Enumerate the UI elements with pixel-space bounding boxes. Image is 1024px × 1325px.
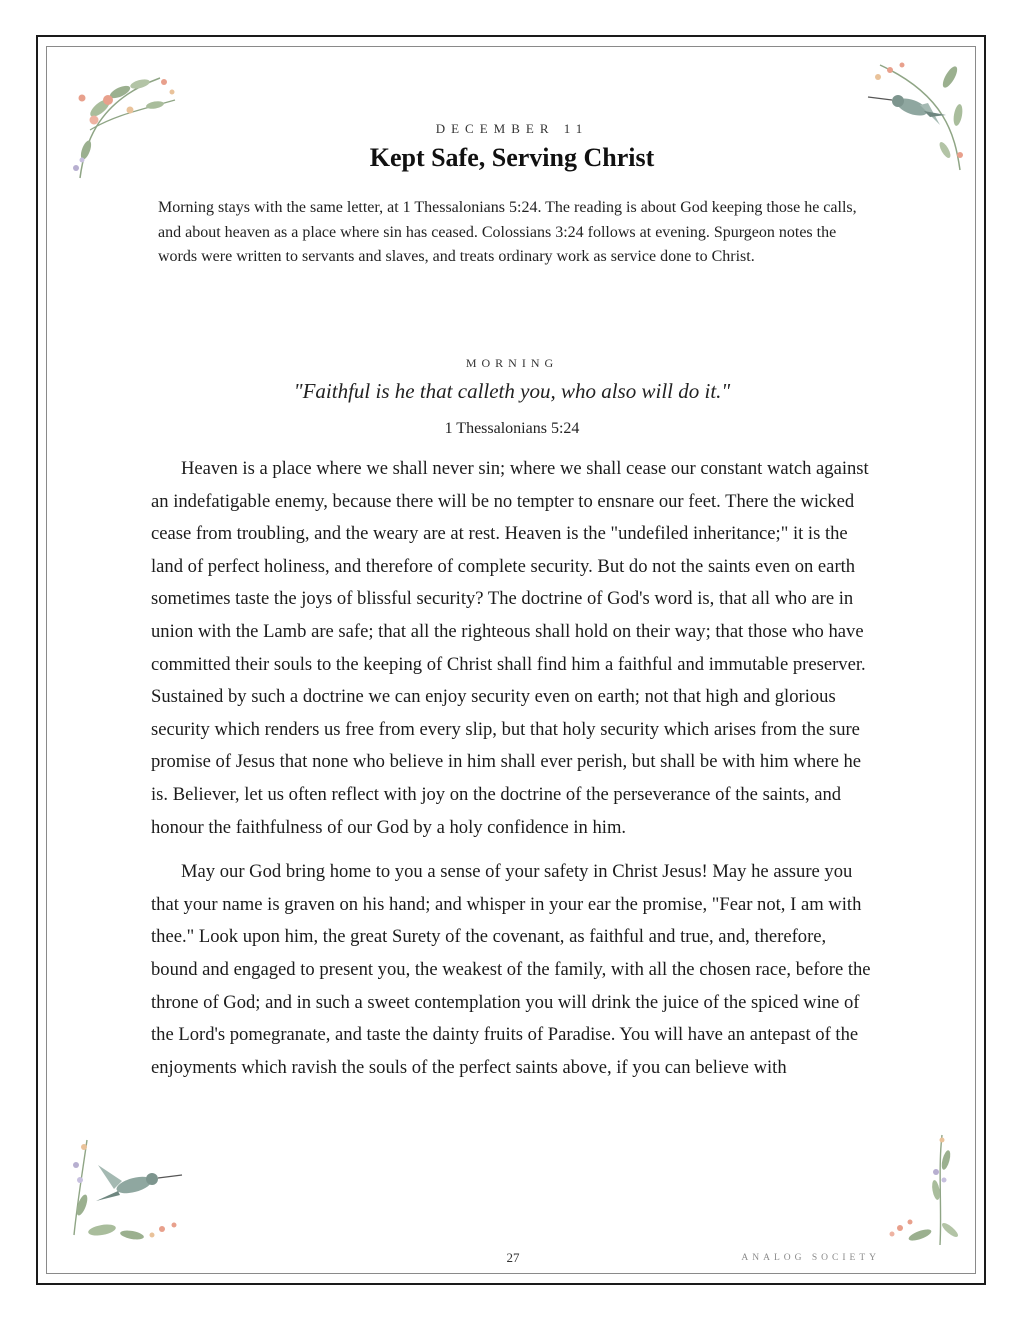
section-label-morning: MORNING	[465, 356, 559, 370]
entry-date: DECEMBER 11	[435, 121, 589, 136]
page-title: Kept Safe, Serving Christ	[369, 143, 655, 172]
footer-brand: ANALOG SOCIETY	[741, 1253, 880, 1263]
floral-hummingbird-corner-bottom-left-icon	[62, 1135, 192, 1245]
scripture-reference: 1 Thessalonians 5:24	[444, 420, 580, 437]
devotional-body	[151, 453, 873, 1084]
page-number: 27	[506, 1250, 520, 1265]
intro-summary: Morning stays with the same letter, at 1 Thessalonians 5:24. The reading is about God keeping those he calls, and about heaven as a place where sin has ceased. Colossians 3:24 follows at evening. Spurgeon notes the words were written to servants and slaves, and treats ordinary work as service done to Christ.	[158, 199, 857, 265]
scripture-verse: "Faithful is he that calleth you, who also will do it."	[293, 379, 731, 403]
floral-corner-bottom-right-icon	[880, 1130, 960, 1250]
body-paragraph: May our God bring home to you a sense of your safety in Christ Jesus! May he assure you that your name is graven on his hand; and whisper in your ear the promise, "Fear not, I am with thee." Look upon him, the great Surety of the covenant, as faithful and true, and, therefore, bound and engaged to present you, the weakest of the family, with all the chosen race, before the throne of God; and in such a sweet contemplation you will drink the juice of the spiced wine of the Lord's pomegranate, and taste the dainty fruits of Paradise. You will have an antepast of the enjoyments which ravish the souls of the perfect saints above, if you can believe with	[151, 861, 871, 1078]
body-paragraph: Heaven is a place where we shall never sin; where we shall cease our constant watch against an indefatigable enemy, because there will be no tempter to ensnare our feet. There the wicked cease from troubling, and the weary are at rest. Heaven is the "undefiled inheritance;" it is the land of perfect holiness, and therefore of complete security. But do not the saints even on earth sometimes taste the joys of blissful security? The doctrine of God's word is, that all who are in union with the Lamb are safe; that all the righteous shall hold on their way; that those who have committed their souls to the keeping of Christ shall find him a faithful and immutable preserver. Sustained by such a doctrine we can enjoy security even on earth; not that high and glorious security which renders us free from every slip, but that holy security which arises from the sure promise of Jesus that none who believe in him shall ever perish, but shall be with him where he is. Believer, let us often reflect with joy on the doctrine of the perseverance of the saints, and honour the faithfulness of our God by a holy confidence in him.	[151, 458, 869, 838]
